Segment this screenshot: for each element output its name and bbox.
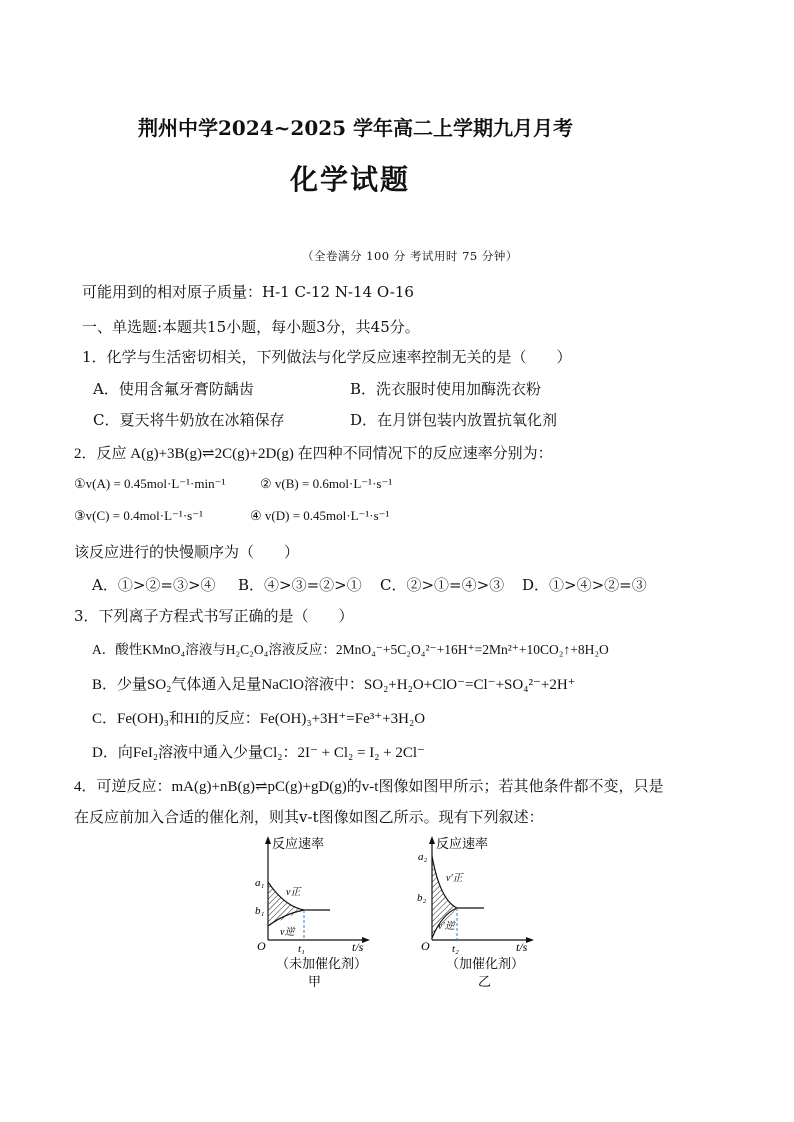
- q4-line-2: 在反应前加入合适的催化剂，则其v-t图像如图乙所示。现有下列叙述：: [74, 808, 544, 826]
- q2-ask: 该反应进行的快慢顺序为（ ）: [74, 543, 300, 561]
- v-forward-label: v′正: [446, 873, 463, 884]
- t1-label: t₁: [298, 943, 305, 955]
- q2-stem: 2．反应 A(g)+3B(g)⇌2C(g)+2D(g) 在四种不同情况下的反应速率分别为：: [74, 446, 553, 462]
- b2-label: b₂: [417, 892, 427, 904]
- y-axis-arrow-icon: [265, 836, 271, 844]
- q1-option-b: B．洗衣服时使用加酶洗衣粉: [350, 380, 542, 398]
- q2-option-b: B．④>③=②>①: [238, 576, 362, 594]
- q2-rate-3: ③v(C) = 0.4mol·L⁻¹·s⁻¹: [74, 508, 203, 523]
- q1-option-c: C．夏天将牛奶放在冰箱保存: [93, 411, 285, 429]
- v-reverse-label: v逆: [280, 927, 295, 938]
- q2-rate-4: ④ v(D) = 0.45mol·L⁻¹·s⁻¹: [250, 508, 390, 523]
- exam-title: 荆州中学2024~2025 学年高二上学期九月月考: [138, 116, 574, 140]
- q2-rate-2: ② v(B) = 0.6mol·L⁻¹·s⁻¹: [260, 476, 393, 491]
- y-axis-arrow-icon: [429, 836, 435, 844]
- v-forward-label: v正: [286, 887, 301, 898]
- q1-stem: 1．化学与生活密切相关，下列做法与化学反应速率控制无关的是（ ）: [82, 348, 572, 366]
- q3-option-a: A．酸性KMnO₄溶液与H₂C₂O₄溶液反应：2MnO₄⁻+5C₂O₄²⁻+16H⁺=2Mn²⁺+10CO₂↑+8H₂O: [92, 642, 609, 657]
- q1-option-a: A．使用含氟牙膏防龋齿: [93, 380, 254, 398]
- a2-label: a₂: [418, 851, 428, 863]
- figure-yi: [412, 834, 552, 994]
- q2-rate-1: ①v(A) = 0.45mol·L⁻¹·min⁻¹: [74, 476, 226, 491]
- b1-label: b₁: [255, 905, 265, 917]
- y-axis-label: 反应速率: [272, 836, 325, 851]
- t2-label: t₂: [452, 943, 459, 955]
- q4-line-1: 4．可逆反应：mA(g)+nB(g)⇌pC(g)+gD(g)的v-t图像如图甲所示；若其他条件都不变，只是: [74, 779, 664, 795]
- y-axis-label: 反应速率: [436, 836, 489, 851]
- figure-name: 甲: [308, 974, 322, 989]
- q2-option-a: A．①>②=③>④: [92, 576, 216, 594]
- q3-stem: 3．下列离子方程式书写正确的是（ ）: [74, 607, 354, 625]
- origin-label: O: [421, 939, 430, 953]
- figure-jia: [248, 834, 388, 994]
- exam-note: （全卷满分 100 分 考试用时 75 分钟）: [302, 249, 518, 263]
- q3-option-d: D．向FeI₂溶液中通入少量Cl₂：2I⁻ + Cl₂ = I₂ + 2Cl⁻: [92, 745, 425, 761]
- figure-caption: （未加催化剂）: [276, 956, 368, 971]
- q2-option-d: D．①>④>②=③: [522, 576, 647, 594]
- q3-option-c: C．Fe(OH)₃和HI的反应：Fe(OH)₃+3H⁺=Fe³⁺+3H₂O: [92, 711, 426, 727]
- figure-caption: （加催化剂）: [446, 956, 525, 971]
- subject-title: 化学试题: [290, 163, 411, 196]
- x-axis-unit: t/s: [516, 940, 528, 954]
- x-axis-unit: t/s: [352, 940, 364, 954]
- origin-label: O: [257, 939, 266, 953]
- q1-option-d: D．在月饼包装内放置抗氧化剂: [350, 411, 558, 429]
- q3-option-b: B．少量SO₂气体通入足量NaClO溶液中：SO₂+H₂O+ClO⁻=Cl⁻+SO₄²⁻+2H⁺: [92, 677, 576, 693]
- atomic-masses: 可能用到的相对原子质量：H-1 C-12 N-14 O-16: [82, 283, 414, 301]
- a1-label: a₁: [255, 877, 265, 889]
- section-heading: 一、单选题:本题共15小题，每小题3分，共45分。: [82, 318, 420, 336]
- figure-name: 乙: [478, 974, 492, 989]
- v-reverse-label: v′逆: [438, 921, 455, 932]
- q2-option-c: C．②>①=④>③: [380, 576, 505, 594]
